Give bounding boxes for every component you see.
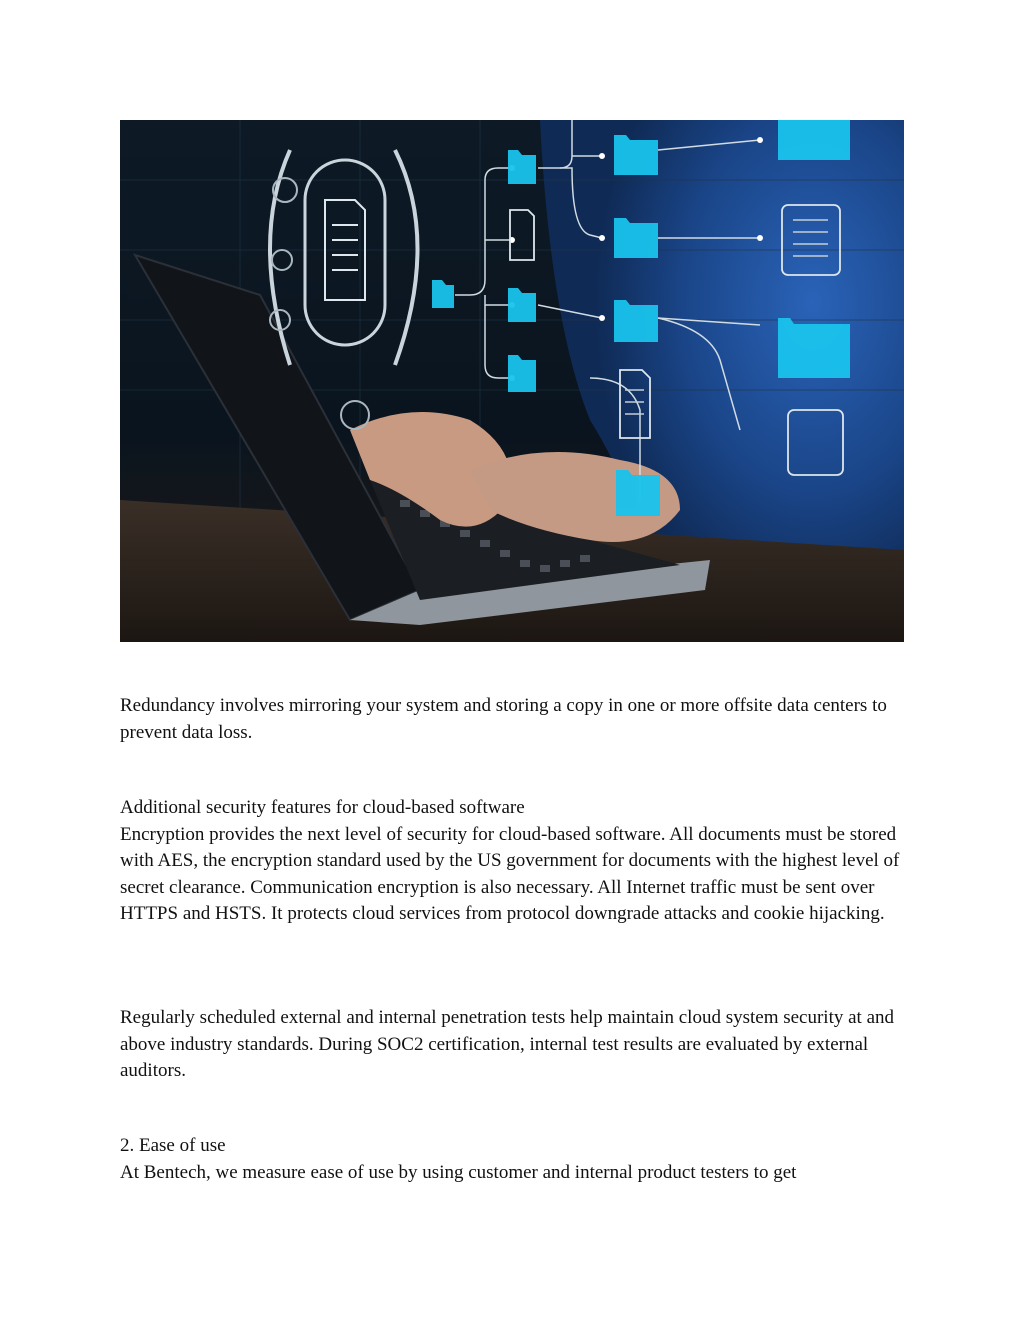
- security-heading: Additional security features for cloud-based software: [120, 797, 525, 818]
- redundancy-text: Redundancy involves mirroring your system and storing a copy in one or more offsite data centers to prevent data loss.: [120, 695, 887, 743]
- redundancy-paragraph: [120, 693, 920, 746]
- ease-heading: 2. Ease of use: [120, 1135, 226, 1156]
- ease-text: At Bentech, we measure ease of use by using customer and internal product testers to get: [120, 1161, 797, 1183]
- pentest-paragraph: [120, 1005, 920, 1085]
- security-text: Encryption provides the next level of security for cloud-based software. All documents must be stored with AES, the encryption standard used by the US government for documents with the highest level of secret clearance. Communication encryption is also necessary. All Internet traffic must be sent over HTTPS and HSTS. It protects cloud services from protocol downgrade attacks and cookie hijacking.: [120, 823, 900, 924]
- hero-image: [120, 120, 904, 642]
- ease-section: [120, 1133, 920, 1186]
- pentest-text: Regularly scheduled external and internal penetration tests help maintain cloud system security at and above industry standards. During SOC2 certification, internal test results are evaluated by external auditors.: [120, 1007, 895, 1081]
- security-section: [120, 795, 920, 928]
- cloud-security-illustration: [120, 120, 904, 642]
